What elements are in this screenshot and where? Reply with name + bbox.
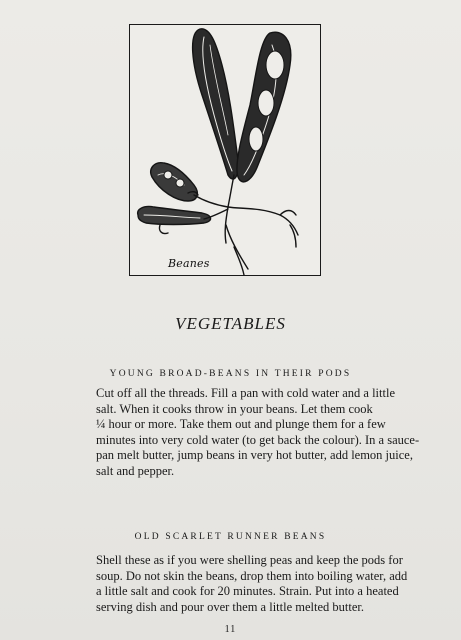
illustration-caption: Beanes — [168, 257, 210, 270]
recipe-line: a little salt and cook for 20 minutes. Strain. Put into a heated — [96, 584, 399, 599]
bean-woodcut-illustration — [129, 24, 321, 276]
bean-plant-drawing — [130, 25, 322, 277]
page-number: 11 — [224, 624, 237, 635]
recipe-body-runner-beans — [96, 553, 408, 615]
recipe-line: Shell these as if you were shelling peas and keep the pods for — [96, 553, 403, 567]
recipe-line: Cut off all the threads. Fill a pan with cold water and a little — [96, 386, 395, 400]
recipe-line: salt and pepper. — [96, 463, 175, 478]
recipe-line: ¼ hour or more. Take them out and plunge them for a few — [96, 417, 386, 432]
recipe-line: salt. When it cooks throw in your beans. Let them cook — [96, 401, 373, 416]
recipe-body-broad-beans — [96, 386, 420, 480]
recipe-line: minutes into very cold water (to get back the colour). In a sauce- — [96, 432, 420, 447]
recipe-line: serving dish and pour over them a little melted butter. — [96, 599, 364, 614]
recipe-line: pan melt butter, jump beans in very hot butter, add lemon juice, — [96, 448, 413, 463]
recipe-heading-runner-beans: OLD SCARLET RUNNER BEANS — [134, 532, 327, 542]
recipe-heading-broad-beans: YOUNG BROAD-BEANS IN THEIR PODS — [109, 369, 352, 379]
recipe-line: soup. Do not skin the beans, drop them into boiling water, add — [96, 568, 408, 583]
section-title: VEGETABLES — [175, 314, 286, 333]
